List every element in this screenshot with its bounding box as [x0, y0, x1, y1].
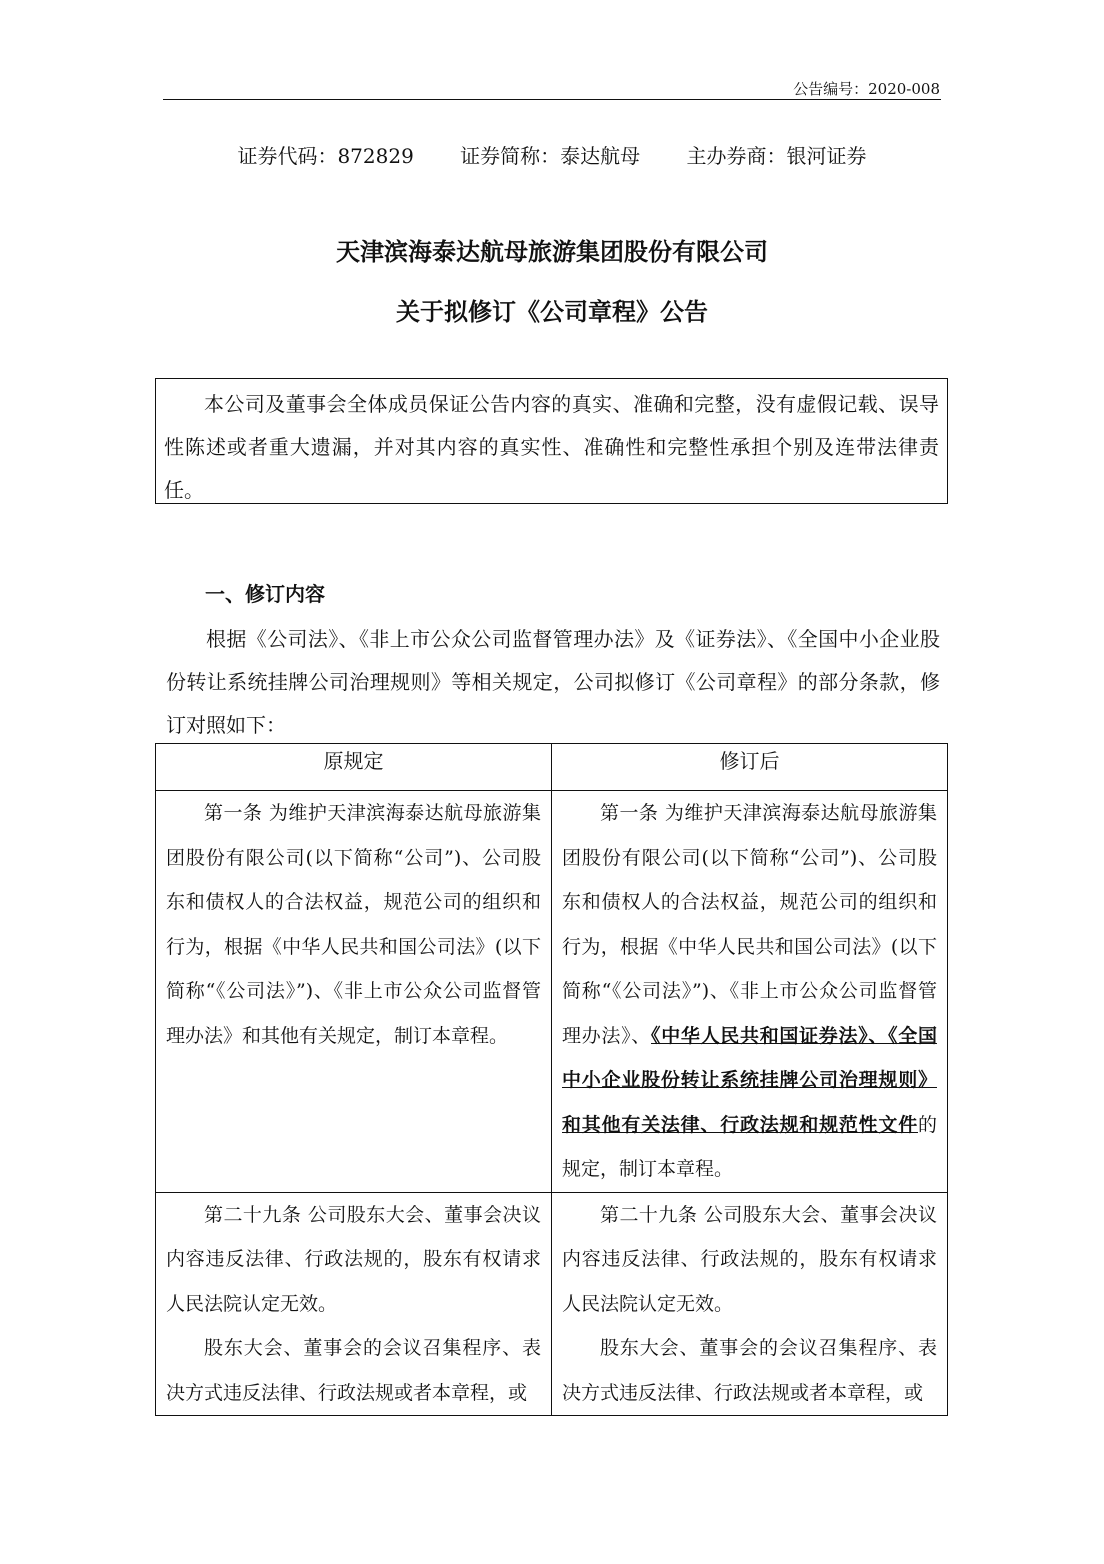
revised-article-1: [552, 791, 948, 1193]
revised-article-1-amendment: 《中华人民共和国证券法》、《全国中小企业股份转让系统挂牌公司治理规则》和其他有关法律、行政法规和规范性文件: [562, 1024, 937, 1136]
original-article-1-text: 第一条 为维护天津滨海泰达航母旅游集团股份有限公司(以下简称“公司”)、公司股东和债权人的合法权益，规范公司的组织和行为，根据《中华人民共和国公司法》(以下简称“《公司法》”)、《非上市公众公司监督管理办法》和其他有关规定，制订本章程。: [166, 802, 541, 1047]
document-title-company: 天津滨海泰达航母旅游集团股份有限公司: [336, 237, 768, 266]
announcement-number: 公告编号：2020-008: [793, 80, 940, 98]
column-header-revised: 修订后: [552, 744, 948, 791]
original-article-1: [156, 791, 552, 1193]
original-article-29-para2: 股东大会、董事会的会议召集程序、表决方式违反法律、行政法规或者本章程，或: [166, 1337, 541, 1404]
board-guarantee-notice: 本公司及董事会全体成员保证公告内容的真实、准确和完整，没有虚假记载、误导性陈述或者重大遗漏，并对其内容的真实性、准确性和完整性承担个别及连带法律责任。: [155, 378, 948, 504]
table-row: [156, 791, 948, 1193]
amendment-comparison-table: [155, 743, 948, 1416]
revised-article-1-text: [562, 791, 937, 1192]
table-header-row: [156, 744, 948, 791]
section-heading: 一、修订内容: [205, 582, 325, 606]
header-rule: [163, 99, 941, 100]
document-title-subject: 关于拟修订《公司章程》公告: [396, 297, 708, 326]
revised-article-29-para1: 第二十九条 公司股东大会、董事会决议内容违反法律、行政法规的，股东有权请求人民法院认定无效。: [562, 1203, 937, 1315]
revised-article-29: [552, 1192, 948, 1416]
securities-broker: 主办券商：银河证券: [686, 144, 867, 168]
table-row: [156, 1192, 948, 1416]
securities-info: [0, 140, 1104, 169]
securities-short-name: 证券简称：泰达航母: [460, 144, 641, 168]
revised-article-1-ending: 的规定，制订本章程。: [562, 1113, 937, 1180]
revised-article-1-unchanged: 第一条 为维护天津滨海泰达航母旅游集团股份有限公司(以下简称“公司”)、公司股东和债权人的合法权益，规范公司的组织和行为，根据《中华人民共和国公司法》(以下简称“《公司法》”)、《非上市公众公司监督管理办法》、: [562, 802, 937, 1047]
revised-article-29-para2: 股东大会、董事会的会议召集程序、表决方式违反法律、行政法规或者本章程，或: [562, 1337, 937, 1404]
securities-code: 证券代码：872829: [237, 144, 414, 168]
original-article-29-para1: 第二十九条 公司股东大会、董事会决议内容违反法律、行政法规的，股东有权请求人民法院认定无效。: [166, 1203, 541, 1315]
section-intro-paragraph: 根据《公司法》、《非上市公众公司监督管理办法》及《证券法》、《全国中小企业股份转让系统挂牌公司治理规则》等相关规定，公司拟修订《公司章程》的部分条款，修订对照如下：: [166, 627, 940, 737]
column-header-original: 原规定: [156, 744, 552, 791]
original-article-29: [156, 1192, 552, 1416]
